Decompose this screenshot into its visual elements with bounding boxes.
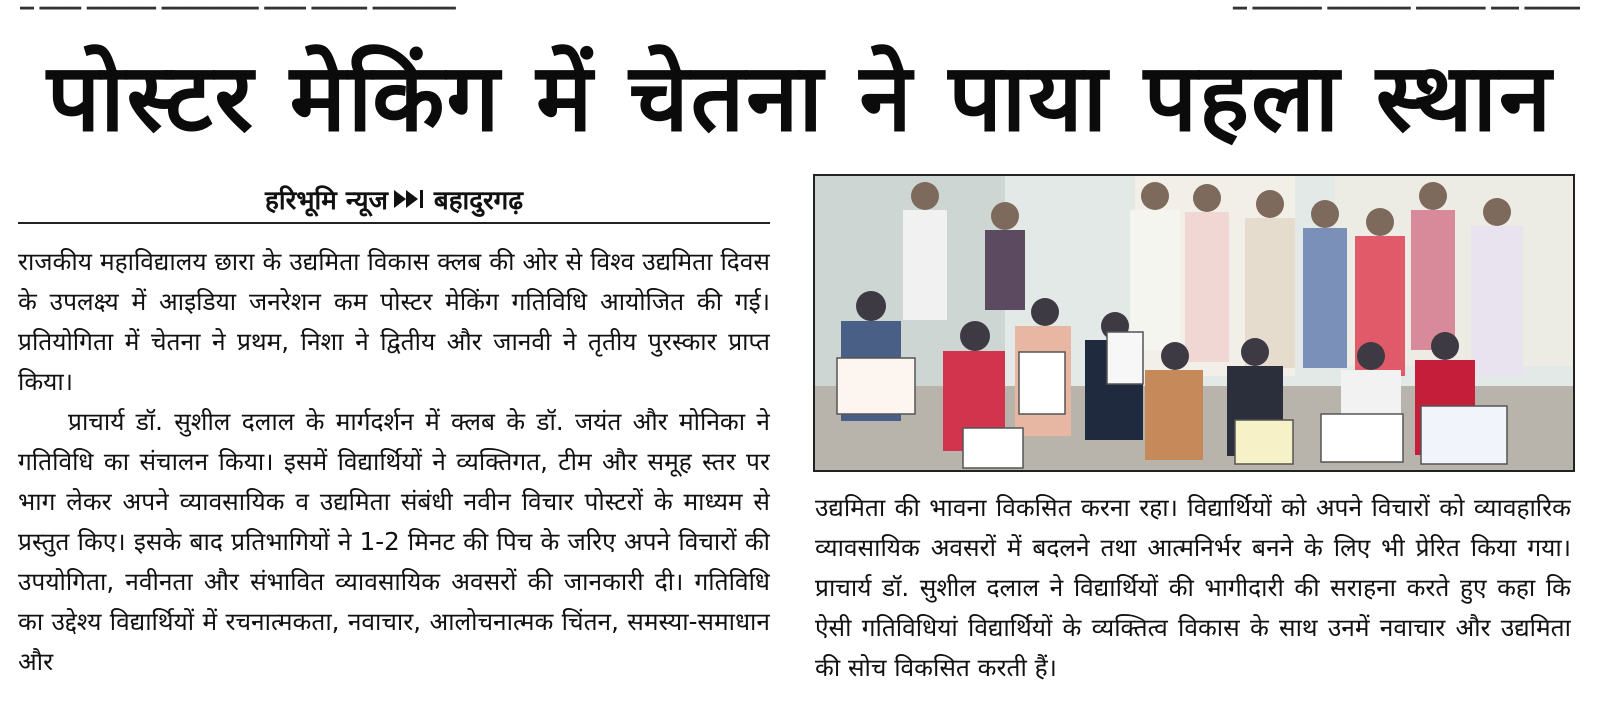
cutoff-text-right <box>1233 0 1580 12</box>
byline-source: हरिभूमि न्यूज <box>265 186 388 216</box>
article-paragraph-2: प्राचार्य डॉ. सुशील दलाल के मार्गदर्शन में क्लब के डॉ. जयंत और मोनिका ने गतिविधि का संचालन किया। इसमें विद्यार्थियों ने व्यक्तिगत, टीम और समूह स्तर पर भाग लेकर अपने व्यावसायिक व उद्यमिता संबंधी नवीन विचार पोस्टरों के माध्यम से प्रस्तुत किए। इसके बाद प्रतिभागियों ने 1-2 मिनट की पिच के जरिए अपने विचारों की उपयोगिता, नवीनता और संभावित व्यावसायिक अवसरों की जानकारी दी। गतिविधि का उद्देश्य विद्यार्थियों में रचनात्मकता, नवाचार, आलोचनात्मक चिंतन, समस्या-समाधान और <box>18 407 770 676</box>
double-arrow-icon <box>394 188 428 210</box>
article-paragraph-3: उद्यमिता की भावना विकसित करना रहा। विद्यार्थियों को अपने विचारों को व्यावहारिक व्यावसायिक अवसरों में बदलने तथा आत्मनिर्भर बनने के लिए भी प्रेरित किया गया। प्राचार्य डॉ. सुशील दलाल ने विद्यार्थियों की भागीदारी की सराहना करते हुए कहा कि ऐसी गतिविधियां विद्यार्थियों के व्यक्तित्व विकास के साथ उनमें नवाचार और उद्यमिता की सोच विकसित करती हैं। <box>815 493 1571 682</box>
article-left-column <box>18 242 770 712</box>
article-paragraph-1: राजकीय महाविद्यालय छारा के उद्यमिता विकास क्लब की ओर से विश्व उद्यमिता दिवस के उपलक्ष्य में आइडिया जनरेशन कम पोस्टर मेकिंग गतिविधि आयोजित की गई। प्रतियोगिता में चेतना ने प्रथम, निशा ने द्वितीय और जानवी ने तृतीय पुरस्कार प्राप्त किया। <box>18 247 770 396</box>
previous-article-cutoff <box>20 0 1580 12</box>
article-right-column <box>815 488 1571 718</box>
byline <box>18 176 770 224</box>
byline-place: बहादुरगढ़ <box>433 186 523 216</box>
cutoff-text-left <box>20 0 456 12</box>
headline: पोस्टर मेकिंग में चेतना ने पाया पहला स्थान <box>46 44 1554 153</box>
group-photo-icon <box>815 176 1573 470</box>
group-photo <box>813 174 1575 472</box>
